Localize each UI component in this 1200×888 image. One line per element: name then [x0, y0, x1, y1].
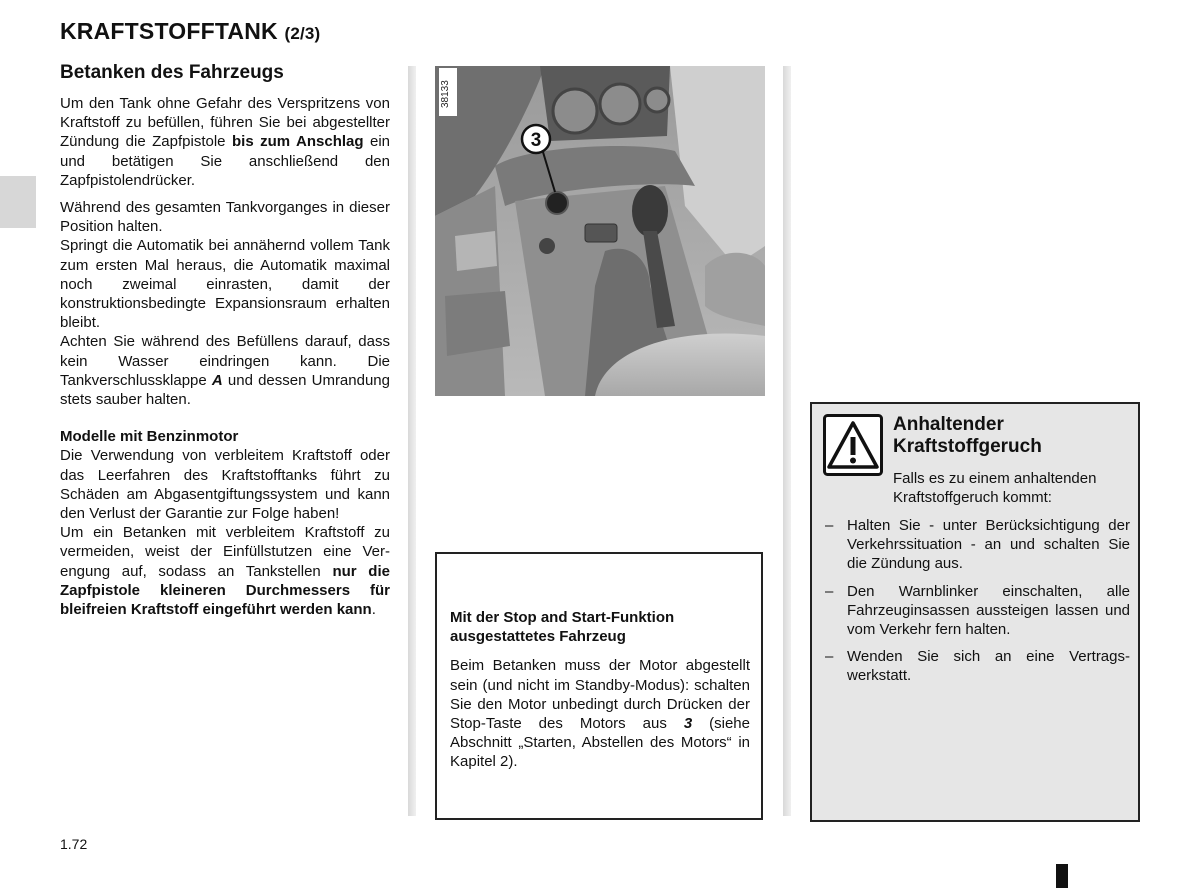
paragraph-4-text-end: und dessen Umrandung stets sauber halten.	[60, 371, 390, 409]
warning-heading	[893, 414, 1042, 458]
paragraph-3: Springt die Automatik bei annähernd vollem Tank zum ersten Mal heraus, die Automatik maximal noch zweimal einrasten, damit der konstruktionsbedingte Expansionsraum erhalten bleibt.	[60, 237, 390, 332]
list-dash: –	[825, 582, 834, 600]
page-title-suffix: (2/3)	[284, 24, 321, 43]
warning-intro: Falls es zu einem anhaltenden Kraftstoffgeruch kommt:	[893, 470, 1097, 507]
list-dash: –	[825, 648, 834, 666]
stop-button-reference: 3	[683, 715, 693, 733]
paragraph-6-bold: nur die Zapfpistole kleineren Durchmessers für bleifreien Kraftstoff eingeführt werden kann	[60, 562, 390, 619]
paragraph-2: Während des gesamten Tankvorganges in dieser Position halten.	[60, 199, 390, 236]
page-edge-marker	[1056, 864, 1068, 888]
photo-callout-3: 3	[530, 130, 542, 151]
paragraph-1	[60, 94, 390, 190]
flap-reference: A	[211, 371, 223, 389]
paragraph-5: Die Verwendung von verbleitem Kraftstoff oder das Leerfahren des Kraftstofftanks führt zu Schäden am Abgasentgiftungssystem und kann den Verlust der Garantie zur Folge haben!	[60, 447, 390, 523]
paragraph-1-bold: bis zum Anschlag	[231, 133, 364, 151]
stop-start-text-a: Beim Betanken muss der Motor abgestellt sein (und nicht im Standby-Modus): schalten Sie den Motor unbedingt durch Drücken der Stop-Taste des Motors aus	[450, 657, 750, 733]
paragraph-4-text: Achten Sie während des Befüllens darauf, dass kein Wasser eindringen kann. Die Tankverschlussklappe	[60, 333, 390, 389]
warning-item-text: Halten Sie - unter Berücksichtigung der Verkehrssituation - an und schalten Sie die Zündung aus.	[847, 517, 1130, 573]
section-heading: Betanken des Fahrzeugs	[60, 62, 284, 83]
warning-item-text: Den Warnblinker einschalten, alle Fahrzeuginsassen aussteigen lassen und vom Verkehr fern halten.	[847, 582, 1130, 639]
cockpit-photo	[435, 66, 765, 396]
paragraph-6	[60, 523, 390, 619]
warning-list-item	[824, 647, 1130, 685]
paragraph-1-text-end: ein und betätigen Sie anschließend den Zapfpistolendrücker.	[60, 133, 391, 189]
warning-item-text: Wenden Sie sich an eine Vertragswerkstatt.	[847, 648, 1130, 685]
warning-triangle-icon	[823, 414, 883, 476]
photo-reference-number: 38133	[440, 80, 451, 108]
list-dash: –	[825, 517, 834, 534]
paragraph-6-text-end: .	[371, 601, 376, 619]
column-divider-right	[783, 66, 791, 816]
left-column-text	[60, 94, 390, 619]
page-number: 1.72	[60, 836, 88, 852]
page-title	[60, 18, 320, 45]
warning-heading-line1: Anhaltender	[893, 414, 1004, 435]
page-title-text: KRAFTSTOFFTANK	[60, 18, 278, 44]
subheading-petrol: Modelle mit Benzinmotor	[60, 428, 239, 446]
warning-heading-line2: Kraftstoffgeruch	[893, 436, 1042, 457]
stop-start-title: Mit der Stop and Start-Funktion ausgestattetes Fahrzeug	[450, 609, 675, 646]
stop-start-text	[450, 656, 750, 771]
warning-list	[824, 516, 1130, 694]
warning-box	[810, 402, 1140, 822]
column-divider-left	[408, 66, 416, 816]
warning-list-item	[824, 582, 1130, 640]
paragraph-6-text: Um ein Betanken mit verbleitem Kraftstoff zu vermeiden, weist der Einfüllstutzen eine Verengung auf, sodass an Tankstellen	[60, 524, 390, 580]
chapter-tab	[0, 176, 36, 228]
warning-list-item	[824, 516, 1130, 574]
paragraph-4	[60, 332, 390, 409]
stop-start-infobox	[435, 552, 763, 820]
stop-start-text-b: (siehe Abschnitt „Starten, Abstellen des Motors“ in Kapitel 2).	[450, 715, 750, 771]
paragraph-1-text: Um den Tank ohne Gefahr des Verspritzens von Kraftstoff zu befüllen, führen Sie bei abgestellter Zündung die Zapfpistole	[60, 95, 390, 151]
